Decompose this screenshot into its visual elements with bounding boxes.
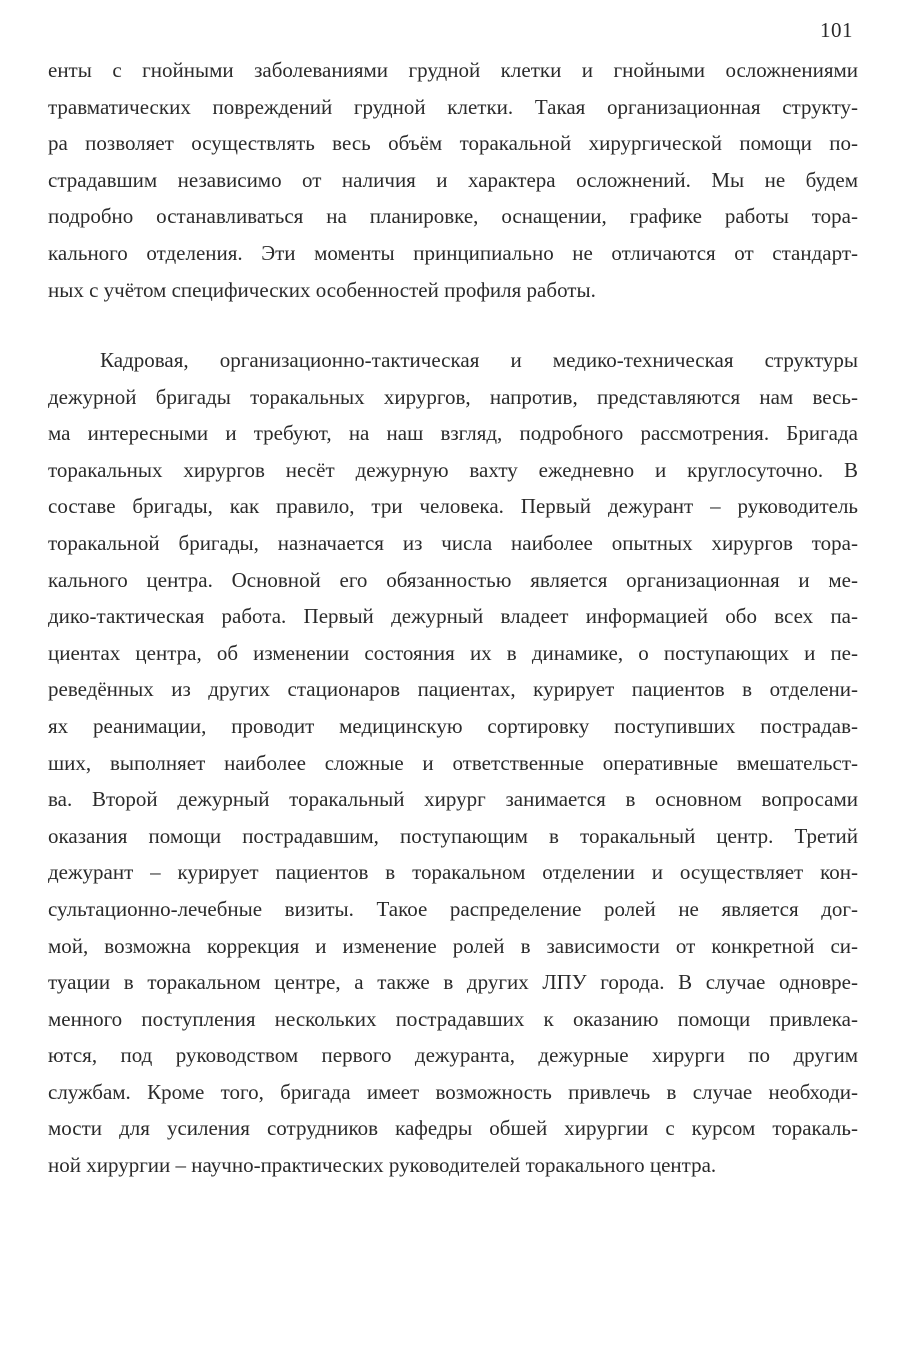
paragraph-line: службам. Кроме того, бригада имеет возможность привлечь в случае необходи- xyxy=(48,1079,858,1104)
paragraph-line: ных с учётом специфических особенностей профиля работы. xyxy=(48,277,596,302)
paragraph-line: енты с гнойными заболеваниями грудной клетки и гнойными осложнениями xyxy=(48,58,858,82)
paragraph-line: кального центра. Основной его обязанностью является организационная и ме- xyxy=(48,567,858,592)
paragraph-line: ях реанимации, проводит медицинскую сортировку поступивших пострадав- xyxy=(48,713,858,738)
paragraph-line: менного поступления нескольких пострадавших к оказанию помощи привлека- xyxy=(48,1006,858,1031)
paragraph-line: кального отделения. Эти моменты принципиально не отличаются от стандарт- xyxy=(48,240,858,265)
paragraph-line: подробно останавливаться на планировке, оснащении, графике работы тора- xyxy=(48,204,858,229)
paragraph-line: ются, под руководством первого дежуранта, дежурные хирурги по другим xyxy=(48,1043,858,1068)
paragraph-line: ших, выполняет наиболее сложные и ответственные оперативные вмешательст- xyxy=(48,750,858,775)
paragraph-line: ной хирургии – научно-практических руководителей торакального центра. xyxy=(48,1153,717,1178)
paragraph-line: реведённых из других стационаров пациентах, курирует пациентов в отделени- xyxy=(48,677,858,702)
paragraph-line: ва. Второй дежурный торакальный хирург занимается в основном вопросами xyxy=(48,787,858,812)
paragraph-line: ра позволяет осуществлять весь объём торакальной хирургической помощи по- xyxy=(48,131,858,156)
paragraph-line: составе бригады, как правило, три человека. Первый дежурант – руководитель xyxy=(48,494,858,519)
paragraph-line: дежурант – курирует пациентов в торакальном отделении и осуществляет кон- xyxy=(48,860,858,885)
paragraph-line: дико-тактическая работа. Первый дежурный владеет информацией обо всех па- xyxy=(48,604,858,629)
paragraph-line: циентах центра, об изменении состояния их в динамике, о поступающих и пе- xyxy=(48,640,858,665)
paragraph-line: страдавшим независимо от наличия и характера осложнений. Мы не будем xyxy=(48,167,858,192)
paragraph-line: Кадровая, организационно-тактическая и медико-техническая структуры xyxy=(100,348,858,372)
paragraph-line: дежурной бригады торакальных хирургов, напротив, представляются нам весь- xyxy=(48,384,858,409)
paragraph-line: оказания помощи пострадавшим, поступающим в торакальный центр. Третий xyxy=(48,823,858,848)
paragraph-line: мости для усиления сотрудников кафедры обшей хирургии с курсом торакаль- xyxy=(48,1116,858,1141)
paragraph-2 xyxy=(48,342,858,1184)
paragraph-line: мой, возможна коррекция и изменение ролей в зависимости от конкретной си- xyxy=(48,933,858,958)
paragraph-line: туации в торакальном центре, а также в других ЛПУ города. В случае одновре- xyxy=(48,970,858,995)
paragraph-line: торакальных хирургов несёт дежурную вахту ежедневно и круглосуточно. В xyxy=(48,457,858,482)
paragraph-1 xyxy=(48,52,858,308)
page-number: 101 xyxy=(820,18,853,42)
paragraph-line: травматических повреждений грудной клетки. Такая организационная структу- xyxy=(48,94,858,119)
paragraph-line: ма интересными и требуют, на наш взгляд, подробного рассмотрения. Бригада xyxy=(48,421,858,446)
paragraph-line: сультационно-лечебные визиты. Такое распределение ролей не является дог- xyxy=(48,896,858,921)
paragraph-line: торакальной бригады, назначается из числа наиболее опытных хирургов тора- xyxy=(48,530,858,555)
